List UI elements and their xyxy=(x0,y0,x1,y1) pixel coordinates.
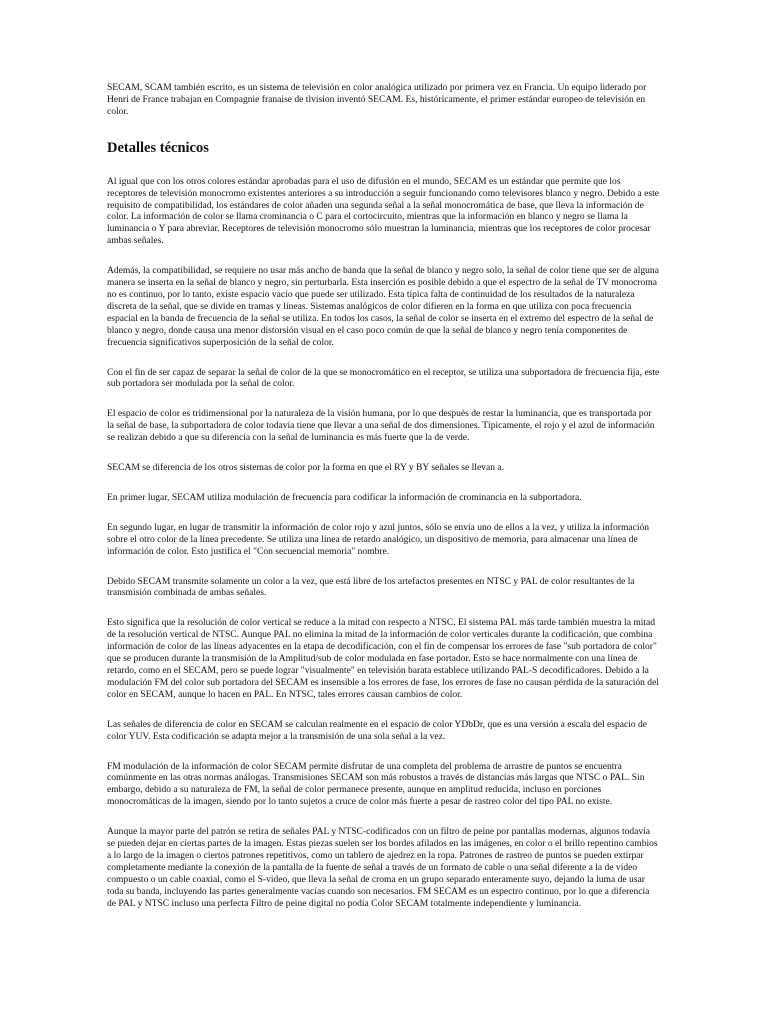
paragraph-4: El espacio de color es tridimensional por la naturaleza de la visión humana, por lo que después de restar la luminancia, que es transportada por la señal de base, la subportadora de color todavía tiene que llevar a una señal de dos dimensiones. Típicamente, el rojo y el azul de información se realizan debido a que su diferencia con la señal de luminancia es más fuerte que la de verde. xyxy=(107,408,655,444)
paragraph-6: En primer lugar, SECAM utiliza modulación de frecuencia para codificar la información de crominancia en la subportadora. xyxy=(107,491,582,503)
section-heading: Detalles técnicos xyxy=(107,139,209,156)
document-page xyxy=(107,82,660,928)
paragraph-7: En segundo lugar, en lugar de transmitir la información de color rojo y azul juntos, sólo se envía uno de ellos a la vez, y utiliza la información sobre el otro color de la línea precedente. Se utiliza una línea de retardo analógico, un dispositivo de memoria, para almacenar una línea de información de color. Esto justifica el "Con secuencial memoria" nombre. xyxy=(107,521,650,557)
paragraph-12: Aunque la mayor parte del patrón se retira de señales PAL y NTSC-codificados con un filtro de peine por pantallas modernas, algunos todavía se pueden dejar en ciertas partes de la imagen. Estas piezas suelen ser los bordes afilados en las imágenes, en color o el brillo repentino cambios a lo largo de la imagen o ciertos patrones repetitivos, como un tablero de ajedrez en la ropa. Patrones de rastreo de puntos se pueden extirpar completamente mediante la conexión de la pantalla de la fuente de señal a través de un formato de cable o una señal diferente a la de vídeo compuesto o un cable coaxial, como el S-video, que lleva la señal de croma en un grupo separado enteramente suyo, dejando la luma de usar toda su banda, incluyendo las partes generalmente vacías cuando son necesarios. FM SECAM es un espectro continuo, por lo que a diferencia de PAL y NTSC incluso una perfecta Filtro de peine digital no podía Color SECAM totalmente independiente y luminancia. xyxy=(107,826,658,909)
paragraph-10: Las señales de diferencia de color en SECAM se calculan realmente en el espacio de color YDbDr, que es una versión a escala del espacio de color YUV. Esta codificación se adapta mejor a la transmisión de una sola señal a la vez. xyxy=(107,718,648,742)
paragraph-2: Además, la compatibilidad, se requiere no usar más ancho de banda que la señal de blanco y negro solo, la señal de color tiene que ser de alguna manera se inserta en la señal de blanco y negro, sin perturbarla. Esta inserción es posible debido a que el espectro de la señal de TV monocroma no es continuo, por lo tanto, existe espacio vacío que puede ser utilizado. Esta típica falta de continuidad de los resultados de la naturaleza discreta de la señal, que se divide en tramas y líneas. Sistemas analógicos de color difieren en la forma en que utiliza con poca frecuencia espacial en la banda de frecuencia de la señal se utiliza. En todos los casos, la señal de color se inserta en el extremo del espectro de la señal de blanco y negro, donde causa una menor distorsión visual en el caso poco común de que la señal de blanco y negro tenía componentes de frecuencia significativos superposición de la señal de color. xyxy=(107,265,659,348)
paragraph-1: Al igual que con los otros colores estándar aprobadas para el uso de difusión en el mundo, SECAM es un estándar que permite que los receptores de televisión monocromo existentes anteriores a su introducción a seguir funcionando como televisores blanco y negro. Debido a este requisito de compatibilidad, los estándares de color añaden una segunda señal a la señal monocromática de base, que lleva la información de color. La información de color se llama crominancia o C para el cortocircuito, mientras que la información en blanco y negro se llama la luminancia o Y para abreviar. Receptores de televisión monocromo sólo muestran la luminancia, mientras que los receptores de color procesar ambas señales. xyxy=(107,175,659,247)
paragraph-5: SECAM se diferencia de los otros sistemas de color por la forma en que el RY y BY señales se llevan a. xyxy=(107,462,504,474)
paragraph-9: Esto significa que la resolución de color vertical se reduce a la mitad con respecto a NTSC. El sistema PAL más tarde también muestra la mitad de la resolución vertical de NTSC. Aunque PAL no elimina la mitad de la información de color verticales durante la codificación, que combina información de color de las líneas adyacentes en la etapa de decodificación, con el fin de compensar los errores de fase "sub portadora de color" que se producen durante la transmisión de la Amplitud/sub de color modulada en fase portador. Esto se hace normalmente con una línea de retardo, como en el SECAM, pero se puede lograr "visualmente" en televisión barata establece utilizando PAL-S decodificadores. Debido a la modulación FM del color sub portadora del SECAM es insensible a los errores de fase, los errores de fase no causan pérdida de la saturación del color en SECAM, aunque lo hacen en PAL. En NTSC, tales errores causan cambios de color. xyxy=(107,617,659,700)
paragraph-3: Con el fin de ser capaz de separar la señal de color de la que se monocromático en el receptor, se utiliza una subportadora de frecuencia fija, este sub portadora ser modulada por la señal de color. xyxy=(107,366,660,390)
paragraph-8: Debido SECAM transmite solamente un color a la vez, que está libre de los artefactos presentes en NTSC y PAL de color resultantes de la transmisión combinada de ambas señales. xyxy=(107,575,635,599)
intro-paragraph: SECAM, SCAM también escrito, es un sistema de televisión en color analógica utilizado por primera vez en Francia. Un equipo liderado por Henri de France trabajan en Compagnie franaise de tlvision inventó SECAM. Es, históricamente, el primer estándar europeo de televisión en color. xyxy=(107,82,647,117)
paragraph-11: FM modulación de la información de color SECAM permite disfrutar de una completa del problema de arrastre de puntos se encuentra comúnmente en las otras normas análogas. Transmisiones SECAM son más robustos a través de distancias más largas que NTSC o PAL. Sin embargo, debido a su naturaleza de FM, la señal de color permanece presente, aunque en amplitud reducida, incluso en porciones monocromáticas de la imagen, siendo por lo tanto sujetos a cruce de color más fuerte a pesar de rastreo color del tipo PAL no existe. xyxy=(107,760,645,808)
